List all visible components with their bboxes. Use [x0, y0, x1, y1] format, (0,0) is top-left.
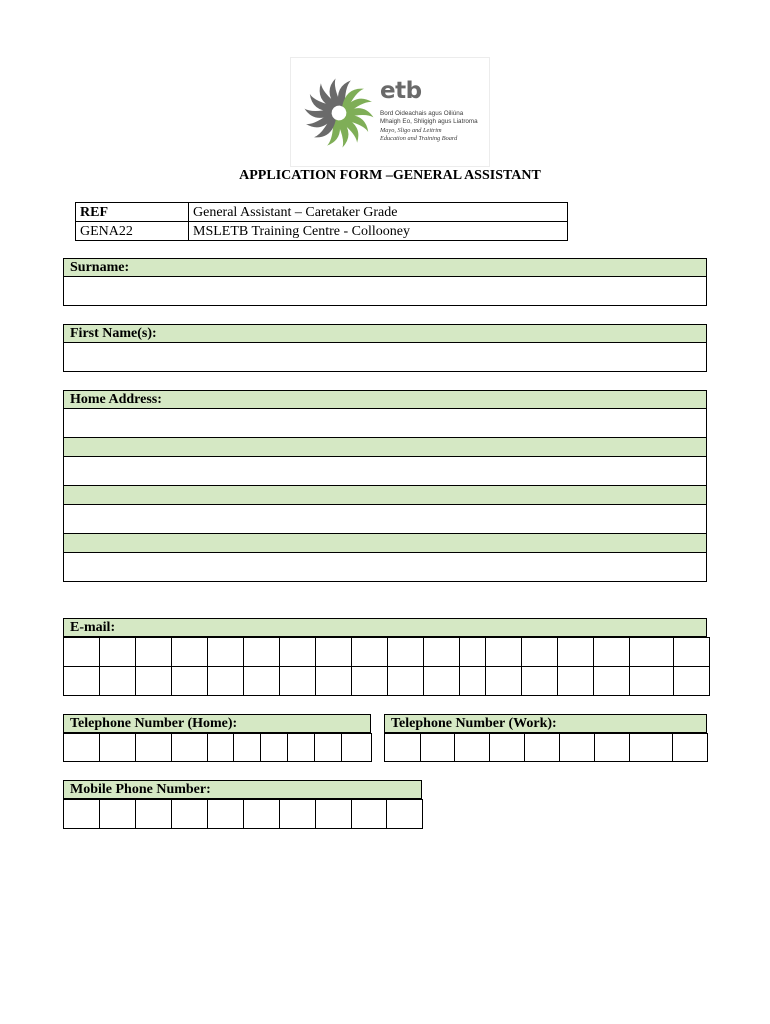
first-name-input[interactable]	[63, 343, 707, 372]
position-location: MSLETB Training Centre - Collooney	[189, 222, 568, 241]
swirl-logo-icon	[303, 74, 375, 152]
email-grid	[63, 637, 710, 696]
table-row	[64, 638, 710, 667]
table-row	[76, 222, 568, 241]
email-label: E-mail:	[63, 618, 707, 637]
first-name-label: First Name(s):	[63, 324, 707, 343]
mobile-digit-box[interactable]	[352, 800, 387, 829]
reference-table	[75, 202, 568, 241]
ref-code: GENA22	[76, 222, 189, 241]
logo-line-4: Education and Training Board	[380, 135, 458, 142]
tel-work-digit-box[interactable]	[525, 734, 560, 762]
email-char-box[interactable]	[486, 638, 522, 667]
address-line-4-input[interactable]	[63, 553, 707, 582]
surname-label: Surname:	[63, 258, 707, 277]
email-char-box[interactable]	[388, 667, 424, 696]
tel-home-grid	[63, 733, 372, 762]
email-char-box[interactable]	[100, 638, 136, 667]
surname-input[interactable]	[63, 277, 707, 306]
home-address-label: Home Address:	[63, 390, 707, 409]
logo-line-2: Mhaigh Eo, Shligigh agus Liatroma	[380, 118, 478, 125]
logo-line-1: Bord Oideachais agus Oiliúna	[380, 110, 464, 117]
email-char-box[interactable]	[424, 638, 460, 667]
address-line-1-input[interactable]	[63, 409, 707, 438]
etb-logo	[290, 57, 490, 167]
tel-home-digit-box[interactable]	[172, 734, 208, 762]
email-char-box[interactable]	[136, 667, 172, 696]
tel-work-digit-box[interactable]	[385, 734, 421, 762]
mobile-digit-box[interactable]	[244, 800, 280, 829]
email-char-box[interactable]	[64, 667, 100, 696]
tel-work-digit-box[interactable]	[630, 734, 673, 762]
tel-home-digit-box[interactable]	[261, 734, 288, 762]
email-char-box[interactable]	[424, 667, 460, 696]
tel-home-label: Telephone Number (Home):	[63, 714, 371, 733]
mobile-digit-box[interactable]	[316, 800, 352, 829]
tel-work-digit-box[interactable]	[560, 734, 595, 762]
logo-brand: etb	[380, 78, 422, 104]
tel-work-digit-box[interactable]	[595, 734, 630, 762]
address-line-2-input[interactable]	[63, 457, 707, 486]
mobile-digit-box[interactable]	[280, 800, 316, 829]
tel-home-digit-box[interactable]	[136, 734, 172, 762]
email-char-box[interactable]	[172, 667, 208, 696]
tel-work-digit-box[interactable]	[490, 734, 525, 762]
tel-work-label: Telephone Number (Work):	[384, 714, 707, 733]
email-char-box[interactable]	[594, 638, 630, 667]
table-row	[64, 667, 710, 696]
email-char-box[interactable]	[522, 667, 558, 696]
tel-work-grid	[384, 733, 708, 762]
email-char-box[interactable]	[522, 638, 558, 667]
table-row	[76, 203, 568, 222]
email-char-box[interactable]	[630, 667, 674, 696]
mobile-digit-box[interactable]	[136, 800, 172, 829]
address-spacer	[63, 438, 707, 457]
table-row	[64, 734, 372, 762]
email-char-box[interactable]	[460, 638, 486, 667]
address-line-3-input[interactable]	[63, 505, 707, 534]
email-char-box[interactable]	[674, 638, 710, 667]
email-char-box[interactable]	[558, 638, 594, 667]
email-char-box[interactable]	[316, 638, 352, 667]
table-row	[385, 734, 708, 762]
email-char-box[interactable]	[244, 667, 280, 696]
tel-home-digit-box[interactable]	[315, 734, 342, 762]
tel-work-digit-box[interactable]	[673, 734, 708, 762]
email-char-box[interactable]	[594, 667, 630, 696]
email-char-box[interactable]	[280, 638, 316, 667]
address-spacer	[63, 486, 707, 505]
tel-home-digit-box[interactable]	[64, 734, 100, 762]
logo-line-3: Mayo, Sligo and Leitrim	[380, 127, 442, 134]
address-spacer	[63, 534, 707, 553]
email-char-box[interactable]	[208, 638, 244, 667]
ref-label: REF	[76, 203, 189, 222]
tel-work-digit-box[interactable]	[421, 734, 455, 762]
email-char-box[interactable]	[674, 667, 710, 696]
email-char-box[interactable]	[244, 638, 280, 667]
email-char-box[interactable]	[136, 638, 172, 667]
table-row	[64, 800, 423, 829]
mobile-digit-box[interactable]	[64, 800, 100, 829]
email-char-box[interactable]	[388, 638, 424, 667]
email-char-box[interactable]	[64, 638, 100, 667]
email-char-box[interactable]	[352, 638, 388, 667]
email-char-box[interactable]	[280, 667, 316, 696]
tel-home-digit-box[interactable]	[100, 734, 136, 762]
mobile-grid	[63, 799, 423, 829]
tel-home-digit-box[interactable]	[208, 734, 234, 762]
email-char-box[interactable]	[558, 667, 594, 696]
mobile-label: Mobile Phone Number:	[63, 780, 422, 799]
mobile-digit-box[interactable]	[100, 800, 136, 829]
tel-home-digit-box[interactable]	[288, 734, 315, 762]
email-char-box[interactable]	[316, 667, 352, 696]
email-char-box[interactable]	[208, 667, 244, 696]
mobile-digit-box[interactable]	[172, 800, 208, 829]
mobile-digit-box[interactable]	[208, 800, 244, 829]
email-char-box[interactable]	[630, 638, 674, 667]
tel-work-digit-box[interactable]	[455, 734, 490, 762]
position-title: General Assistant – Caretaker Grade	[189, 203, 568, 222]
email-char-box[interactable]	[460, 667, 486, 696]
email-char-box[interactable]	[172, 638, 208, 667]
email-char-box[interactable]	[486, 667, 522, 696]
email-char-box[interactable]	[352, 667, 388, 696]
tel-home-digit-box[interactable]	[234, 734, 261, 762]
mobile-digit-box[interactable]	[387, 800, 423, 829]
email-char-box[interactable]	[100, 667, 136, 696]
form-title: APPLICATION FORM –GENERAL ASSISTANT	[239, 168, 541, 183]
tel-home-digit-box[interactable]	[342, 734, 372, 762]
